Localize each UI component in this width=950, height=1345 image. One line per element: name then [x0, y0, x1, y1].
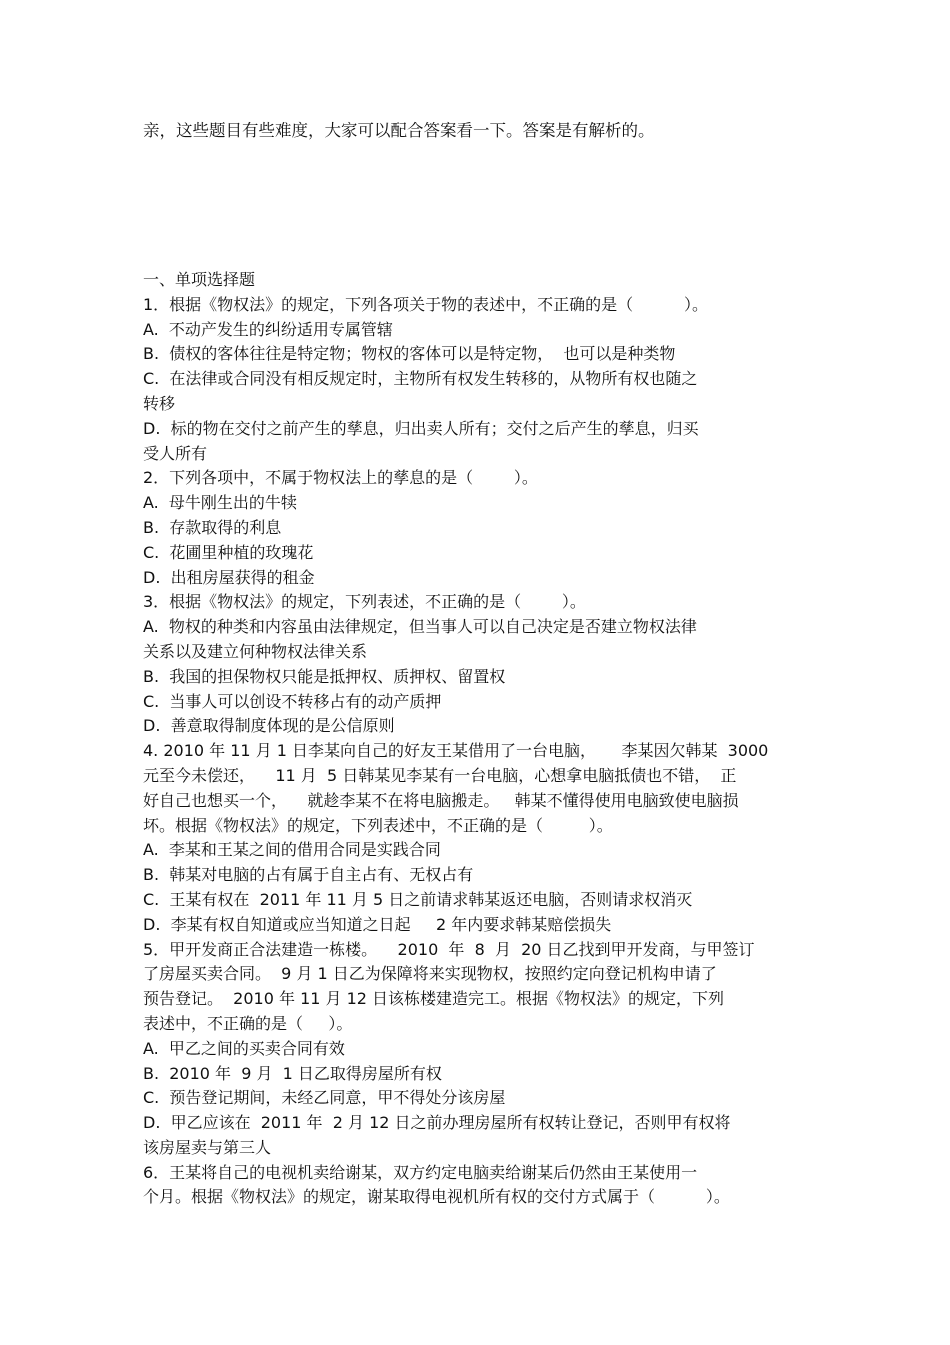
intro-note: 亲，这些题目有些难度，大家可以配合答案看一下。答案是有解析的。	[143, 121, 655, 140]
text-line: 表述中，不正确的是（ ）。	[143, 1013, 353, 1033]
text-line: 好自己也想买一个， 就趁李某不在将电脑搬走。 韩某不懂得使用电脑致使电脑损	[143, 790, 739, 810]
text-line: D. 标的物在交付之前产生的孳息，归出卖人所有；交付之后产生的孳息，归买	[143, 418, 699, 438]
question-content	[143, 268, 823, 1210]
text-line: B. 我国的担保物权只能是抵押权、质押权、留置权	[143, 666, 506, 686]
text-line: C. 当事人可以创设不转移占有的动产质押	[143, 691, 442, 711]
text-line: 预告登记。 2010 年 11 月 12 日该栋楼建造完工。根据《物权法》的规定，下列	[143, 989, 725, 1009]
text-line: 坏。根据《物权法》的规定，下列表述中，不正确的是（ ）。	[143, 815, 613, 835]
text-line: C. 在法律或合同没有相反规定时，主物所有权发生转移的，从物所有权也随之	[143, 369, 698, 389]
text-line: 6．王某将自己的电视机卖给谢某，双方约定电脑卖给谢某后仍然由王某使用一	[143, 1162, 698, 1182]
text-line: 4. 2010 年 11 月 1 日李某向自己的好友王某借用了一台电脑， 李某因欠韩某 3000	[143, 741, 769, 761]
text-line: D. 李某有权自知道或应当知道之日起 2 年内要求韩某赔偿损失	[143, 914, 612, 934]
text-line: 2．下列各项中，不属于物权法上的孳息的是（ ）。	[143, 468, 538, 488]
text-line: 了房屋买卖合同。 9 月 1 日乙为保障将来实现物权，按照约定向登记机构申请了	[143, 964, 717, 984]
text-line: 受人所有	[143, 443, 208, 463]
text-line: D. 出租房屋获得的租金	[143, 567, 315, 587]
text-line: A. 李某和王某之间的借用合同是实践合同	[143, 840, 441, 860]
text-line: 一、单项选择题	[143, 270, 256, 289]
text-line: C. 花圃里种植的玫瑰花	[143, 542, 314, 562]
text-line: 该房屋卖与第三人	[143, 1137, 272, 1157]
text-line: C. 预告登记期间，未经乙同意，甲不得处分该房屋	[143, 1088, 506, 1108]
text-line: D. 甲乙应该在 2011 年 2 月 12 日之前办理房屋所有权转让登记，否则甲有权将	[143, 1113, 731, 1133]
text-line: A. 母牛刚生出的牛犊	[143, 493, 297, 513]
text-line: 转移	[143, 393, 176, 413]
text-line: D. 善意取得制度体现的是公信原则	[143, 716, 395, 736]
text-line: B. 存款取得的利息	[143, 517, 282, 537]
text-line: 个月。根据《物权法》的规定，谢某取得电视机所有权的交付方式属于（ ）。	[143, 1187, 730, 1207]
text-line: B. 2010 年 9 月 1 日乙取得房屋所有权	[143, 1063, 442, 1083]
text-line: A. 甲乙之间的买卖合同有效	[143, 1038, 345, 1058]
text-line: A. 不动产发生的纠纷适用专属管辖	[143, 319, 393, 339]
text-line: A. 物权的种类和内容虽由法律规定，但当事人可以自己决定是否建立物权法律	[143, 617, 697, 637]
text-line: 元至今未偿还， 11 月 5 日韩某见李某有一台电脑，心想拿电脑抵债也不错， 正	[143, 765, 737, 785]
text-line: 3．根据《物权法》的规定，下列表述，不正确的是（ ）。	[143, 592, 586, 612]
text-line: B. 韩某对电脑的占有属于自主占有、无权占有	[143, 865, 474, 885]
text-line: 关系以及建立何种物权法律关系	[143, 641, 368, 661]
text-line: B. 债权的客体往往是特定物；物权的客体可以是特定物， 也可以是种类物	[143, 344, 676, 364]
text-line: 1．根据《物权法》的规定，下列各项关于物的表述中，不正确的是（ ）。	[143, 294, 709, 314]
text-line: 5．甲开发商正合法建造一栋楼。 2010 年 8 月 20 日乙找到甲开发商，与甲签订	[143, 939, 755, 959]
text-line: C. 王某有权在 2011 年 11 月 5 日之前请求韩某返还电脑，否则请求权消灭	[143, 889, 693, 909]
